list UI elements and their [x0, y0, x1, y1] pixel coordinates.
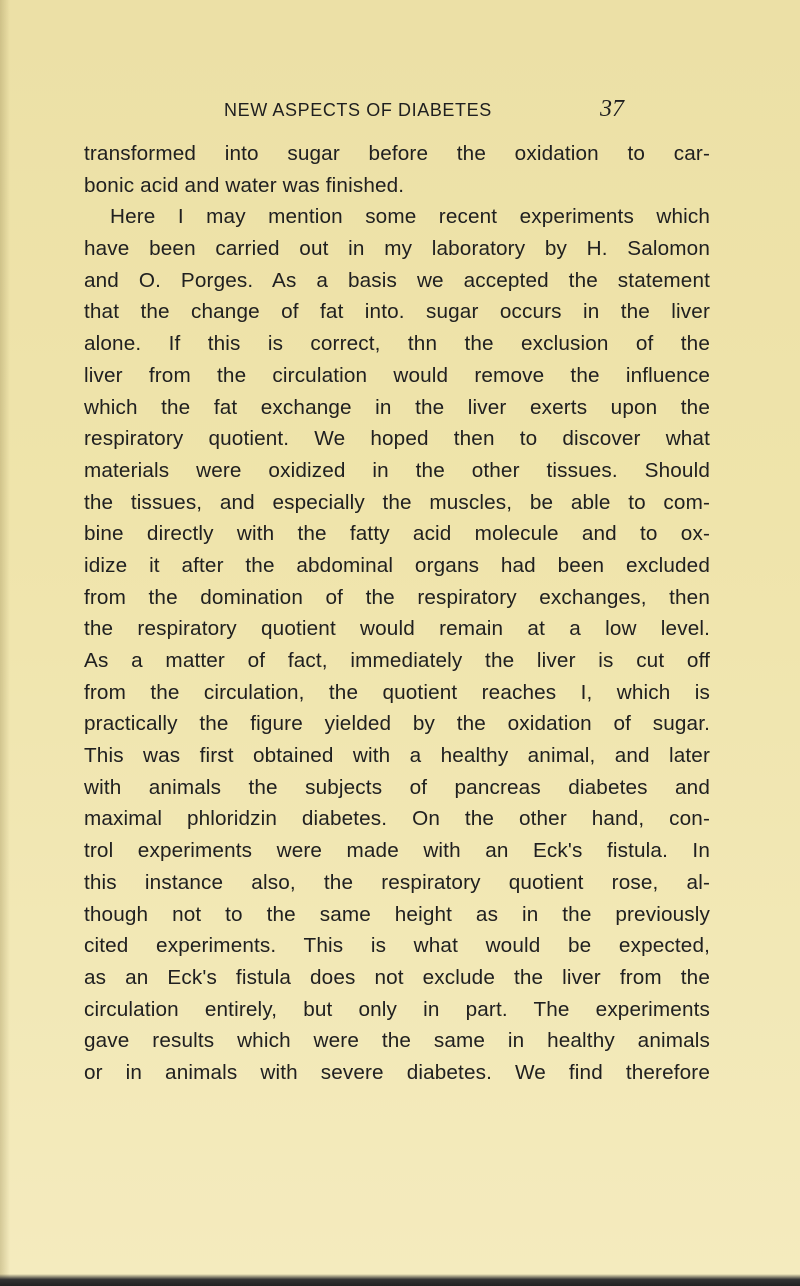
text-line: idize it after the abdominal organs had been excluded — [84, 553, 710, 577]
text-line: though not to the same height as in the previously — [84, 902, 710, 926]
text-line: this instance also, the respiratory quotient rose, al- — [84, 870, 710, 894]
text-line: and O. Porges. As a basis we accepted the statement — [84, 268, 710, 292]
text-line: the tissues, and especially the muscles, be able to com- — [84, 490, 710, 514]
text-line: trol experiments were made with an Eck's fistula. In — [84, 839, 710, 863]
text-line: that the change of fat into. sugar occurs in the liver — [84, 300, 710, 324]
text-line: from the domination of the respiratory exchanges, then — [84, 585, 710, 609]
text-line: cited experiments. This is what would be expected, — [84, 934, 710, 958]
text-line: bonic acid and water was finished. — [84, 173, 405, 197]
text-line: from the circulation, the quotient reaches I, which is — [84, 680, 710, 704]
text-line: This was first obtained with a healthy animal, and later — [84, 744, 710, 768]
text-line: as an Eck's fistula does not exclude the liver from the — [84, 965, 710, 989]
page-bottom-edge — [0, 1274, 800, 1286]
text-line: maximal phloridzin diabetes. On the other hand, con- — [84, 807, 710, 831]
text-line: As a matter of fact, immediately the liver is cut off — [84, 649, 710, 672]
text-line: liver from the circulation would remove the influence — [84, 363, 710, 387]
text-line: or in animals with severe diabetes. We find therefore — [84, 1060, 710, 1084]
text-line: practically the figure yielded by the oxidation of sugar. — [84, 712, 710, 736]
text-line: circulation entirely, but only in part. The experiments — [84, 997, 710, 1021]
running-head — [224, 96, 624, 120]
text-line: bine directly with the fatty acid molecule and to ox- — [84, 522, 710, 546]
text-line: which the fat exchange in the liver exerts upon the — [84, 395, 710, 419]
text-line: transformed into sugar before the oxidation to car- — [84, 142, 710, 165]
text-line: gave results which were the same in healthy animals — [84, 1029, 710, 1053]
text-line: the respiratory quotient would remain at a low level. — [84, 617, 710, 641]
text-line: alone. If this is correct, thn the exclusion of the — [84, 332, 710, 356]
text-line: with animals the subjects of pancreas diabetes and — [84, 775, 710, 799]
text-line: materials were oxidized in the other tissues. Should — [84, 458, 710, 482]
page-gutter-shadow — [0, 0, 10, 1286]
paragraph-start-line: Here I may mention some recent experiments which — [110, 205, 710, 229]
page-number: 37 — [600, 96, 624, 122]
body-text — [84, 138, 710, 1089]
text-line: have been carried out in my laboratory by H. Salomon — [84, 237, 710, 261]
text-line: respiratory quotient. We hoped then to discover what — [84, 427, 710, 451]
running-title: NEW ASPECTS OF DIABETES — [224, 100, 492, 120]
